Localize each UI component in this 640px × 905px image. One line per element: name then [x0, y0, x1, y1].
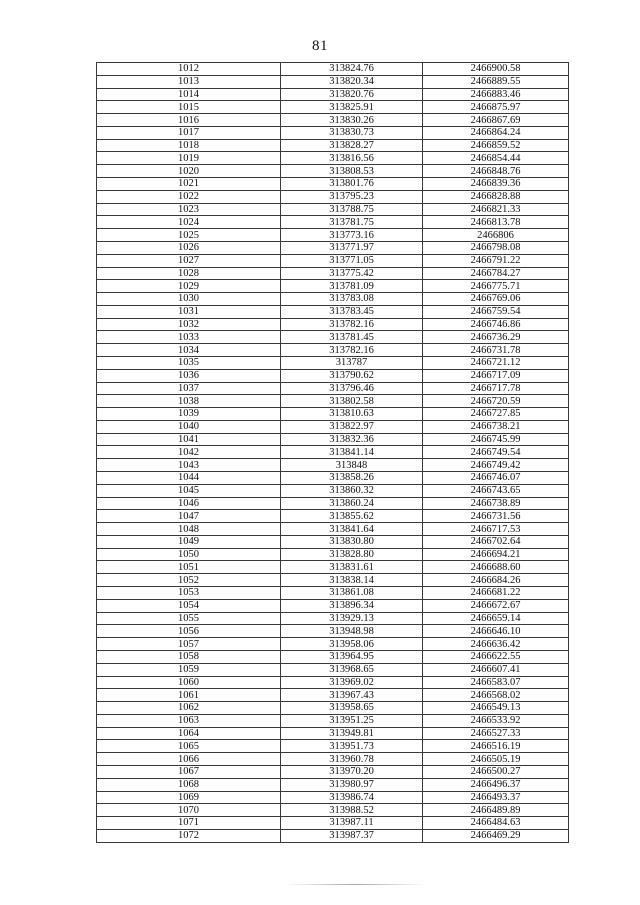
table-row: [97, 510, 569, 523]
point-number-cell: 1022: [97, 190, 281, 203]
table-row: [97, 114, 569, 127]
point-number-cell: 1015: [97, 101, 281, 114]
x-coordinate-cell: 313960.78: [281, 753, 423, 766]
table-row: [97, 190, 569, 203]
table-row: [97, 305, 569, 318]
point-number-cell: 1072: [97, 829, 281, 842]
table-row: [97, 650, 569, 663]
x-coordinate-cell: 313816.56: [281, 152, 423, 165]
table-row: [97, 293, 569, 306]
point-number-cell: 1055: [97, 612, 281, 625]
table-row: [97, 765, 569, 778]
point-number-cell: 1030: [97, 293, 281, 306]
point-number-cell: 1038: [97, 395, 281, 408]
point-number-cell: 1042: [97, 446, 281, 459]
x-coordinate-cell: 313967.43: [281, 689, 423, 702]
table-row: [97, 280, 569, 293]
table-row: [97, 804, 569, 817]
table-row: [97, 548, 569, 561]
x-coordinate-cell: 313790.62: [281, 369, 423, 382]
x-coordinate-cell: 313855.62: [281, 510, 423, 523]
table-row: [97, 216, 569, 229]
point-number-cell: 1037: [97, 382, 281, 395]
x-coordinate-cell: 313949.81: [281, 727, 423, 740]
point-number-cell: 1054: [97, 599, 281, 612]
table-row: [97, 459, 569, 472]
point-number-cell: 1070: [97, 804, 281, 817]
table-row: [97, 497, 569, 510]
x-coordinate-cell: 313841.64: [281, 523, 423, 536]
y-coordinate-cell: 2466738.89: [423, 497, 569, 510]
point-number-cell: 1013: [97, 75, 281, 88]
point-number-cell: 1029: [97, 280, 281, 293]
y-coordinate-cell: 2466864.24: [423, 126, 569, 139]
x-coordinate-cell: 313783.45: [281, 305, 423, 318]
y-coordinate-cell: 2466681.22: [423, 587, 569, 600]
table-row: [97, 753, 569, 766]
table-row: [97, 523, 569, 536]
y-coordinate-cell: 2466607.41: [423, 663, 569, 676]
table-row: [97, 165, 569, 178]
y-coordinate-cell: 2466484.63: [423, 817, 569, 830]
x-coordinate-cell: 313958.65: [281, 702, 423, 715]
x-coordinate-cell: 313825.91: [281, 101, 423, 114]
x-coordinate-cell: 313951.25: [281, 714, 423, 727]
table-row: [97, 484, 569, 497]
y-coordinate-cell: 2466684.26: [423, 574, 569, 587]
x-coordinate-cell: 313773.16: [281, 229, 423, 242]
table-row: [97, 433, 569, 446]
y-coordinate-cell: 2466672.67: [423, 599, 569, 612]
point-number-cell: 1053: [97, 587, 281, 600]
point-number-cell: 1035: [97, 356, 281, 369]
y-coordinate-cell: 2466646.10: [423, 625, 569, 638]
point-number-cell: 1064: [97, 727, 281, 740]
y-coordinate-cell: 2466839.36: [423, 178, 569, 191]
y-coordinate-cell: 2466549.13: [423, 702, 569, 715]
y-coordinate-cell: 2466496.37: [423, 778, 569, 791]
y-coordinate-cell: 2466749.42: [423, 459, 569, 472]
x-coordinate-cell: 313948.98: [281, 625, 423, 638]
x-coordinate-cell: 313860.32: [281, 484, 423, 497]
x-coordinate-cell: 313958.06: [281, 638, 423, 651]
y-coordinate-cell: 2466883.46: [423, 88, 569, 101]
table-row: [97, 382, 569, 395]
table-row: [97, 740, 569, 753]
table-row: [97, 88, 569, 101]
y-coordinate-cell: 2466813.78: [423, 216, 569, 229]
y-coordinate-cell: 2466702.64: [423, 535, 569, 548]
table-row: [97, 420, 569, 433]
x-coordinate-cell: 313801.76: [281, 178, 423, 191]
x-coordinate-cell: 313808.53: [281, 165, 423, 178]
table-row: [97, 702, 569, 715]
table-row: [97, 318, 569, 331]
x-coordinate-cell: 313988.52: [281, 804, 423, 817]
table-row: [97, 612, 569, 625]
y-coordinate-cell: 2466746.86: [423, 318, 569, 331]
x-coordinate-cell: 313832.36: [281, 433, 423, 446]
table-row: [97, 344, 569, 357]
y-coordinate-cell: 2466500.27: [423, 765, 569, 778]
point-number-cell: 1045: [97, 484, 281, 497]
point-number-cell: 1050: [97, 548, 281, 561]
point-number-cell: 1036: [97, 369, 281, 382]
x-coordinate-cell: 313830.73: [281, 126, 423, 139]
y-coordinate-cell: 2466769.06: [423, 293, 569, 306]
y-coordinate-cell: 2466636.42: [423, 638, 569, 651]
point-number-cell: 1071: [97, 817, 281, 830]
y-coordinate-cell: 2466694.21: [423, 548, 569, 561]
point-number-cell: 1065: [97, 740, 281, 753]
x-coordinate-cell: 313775.42: [281, 267, 423, 280]
y-coordinate-cell: 2466731.56: [423, 510, 569, 523]
y-coordinate-cell: 2466759.54: [423, 305, 569, 318]
y-coordinate-cell: 2466848.76: [423, 165, 569, 178]
table-row: [97, 101, 569, 114]
x-coordinate-cell: 313781.45: [281, 331, 423, 344]
table-row: [97, 178, 569, 191]
x-coordinate-cell: 313841.14: [281, 446, 423, 459]
point-number-cell: 1018: [97, 139, 281, 152]
table-row: [97, 126, 569, 139]
x-coordinate-cell: 313828.27: [281, 139, 423, 152]
point-number-cell: 1059: [97, 663, 281, 676]
x-coordinate-cell: 313781.09: [281, 280, 423, 293]
table-row: [97, 63, 569, 76]
table-row: [97, 446, 569, 459]
y-coordinate-cell: 2466828.88: [423, 190, 569, 203]
y-coordinate-cell: 2466867.69: [423, 114, 569, 127]
y-coordinate-cell: 2466900.58: [423, 63, 569, 76]
x-coordinate-cell: 313969.02: [281, 676, 423, 689]
point-number-cell: 1061: [97, 689, 281, 702]
x-coordinate-cell: 313771.97: [281, 241, 423, 254]
x-coordinate-cell: 313964.95: [281, 650, 423, 663]
x-coordinate-cell: 313824.76: [281, 63, 423, 76]
table-row: [97, 395, 569, 408]
point-number-cell: 1016: [97, 114, 281, 127]
point-number-cell: 1028: [97, 267, 281, 280]
point-number-cell: 1034: [97, 344, 281, 357]
y-coordinate-cell: 2466784.27: [423, 267, 569, 280]
point-number-cell: 1019: [97, 152, 281, 165]
point-number-cell: 1040: [97, 420, 281, 433]
table-row: [97, 331, 569, 344]
y-coordinate-cell: 2466533.92: [423, 714, 569, 727]
y-coordinate-cell: 2466720.59: [423, 395, 569, 408]
point-number-cell: 1069: [97, 791, 281, 804]
x-coordinate-cell: 313986.74: [281, 791, 423, 804]
y-coordinate-cell: 2466505.19: [423, 753, 569, 766]
table-row: [97, 638, 569, 651]
table-row: [97, 254, 569, 267]
x-coordinate-cell: 313860.24: [281, 497, 423, 510]
point-number-cell: 1033: [97, 331, 281, 344]
x-coordinate-cell: 313820.34: [281, 75, 423, 88]
point-number-cell: 1068: [97, 778, 281, 791]
x-coordinate-cell: 313810.63: [281, 408, 423, 421]
y-coordinate-cell: 2466659.14: [423, 612, 569, 625]
point-number-cell: 1039: [97, 408, 281, 421]
point-number-cell: 1020: [97, 165, 281, 178]
x-coordinate-cell: 313838.14: [281, 574, 423, 587]
table-row: [97, 689, 569, 702]
table-row: [97, 778, 569, 791]
table-row: [97, 535, 569, 548]
point-number-cell: 1060: [97, 676, 281, 689]
y-coordinate-cell: 2466854.44: [423, 152, 569, 165]
x-coordinate-cell: 313781.75: [281, 216, 423, 229]
y-coordinate-cell: 2466717.09: [423, 369, 569, 382]
point-number-cell: 1041: [97, 433, 281, 446]
table-row: [97, 587, 569, 600]
x-coordinate-cell: 313787: [281, 356, 423, 369]
point-number-cell: 1021: [97, 178, 281, 191]
table-row: [97, 139, 569, 152]
point-number-cell: 1063: [97, 714, 281, 727]
x-coordinate-cell: 313782.16: [281, 344, 423, 357]
point-number-cell: 1012: [97, 63, 281, 76]
y-coordinate-cell: 2466688.60: [423, 561, 569, 574]
x-coordinate-cell: 313980.97: [281, 778, 423, 791]
point-number-cell: 1049: [97, 535, 281, 548]
x-coordinate-cell: 313822.97: [281, 420, 423, 433]
table-row: [97, 663, 569, 676]
y-coordinate-cell: 2466527.33: [423, 727, 569, 740]
y-coordinate-cell: 2466516.19: [423, 740, 569, 753]
table-row: [97, 75, 569, 88]
point-number-cell: 1024: [97, 216, 281, 229]
y-coordinate-cell: 2466568.02: [423, 689, 569, 702]
x-coordinate-cell: 313831.61: [281, 561, 423, 574]
y-coordinate-cell: 2466859.52: [423, 139, 569, 152]
table-row: [97, 817, 569, 830]
point-number-cell: 1014: [97, 88, 281, 101]
point-number-cell: 1027: [97, 254, 281, 267]
x-coordinate-cell: 313796.46: [281, 382, 423, 395]
y-coordinate-cell: 2466821.33: [423, 203, 569, 216]
page-number: 81: [312, 38, 328, 54]
point-number-cell: 1017: [97, 126, 281, 139]
table-row: [97, 152, 569, 165]
table-row: [97, 267, 569, 280]
x-coordinate-cell: 313896.34: [281, 599, 423, 612]
point-number-cell: 1056: [97, 625, 281, 638]
table-row: [97, 241, 569, 254]
point-number-cell: 1057: [97, 638, 281, 651]
point-number-cell: 1062: [97, 702, 281, 715]
table-row: [97, 599, 569, 612]
y-coordinate-cell: 2466791.22: [423, 254, 569, 267]
point-number-cell: 1043: [97, 459, 281, 472]
table-row: [97, 676, 569, 689]
x-coordinate-cell: 313970.20: [281, 765, 423, 778]
y-coordinate-cell: 2466889.55: [423, 75, 569, 88]
point-number-cell: 1066: [97, 753, 281, 766]
y-coordinate-cell: 2466493.37: [423, 791, 569, 804]
y-coordinate-cell: 2466743.65: [423, 484, 569, 497]
point-number-cell: 1067: [97, 765, 281, 778]
x-coordinate-cell: 313771.05: [281, 254, 423, 267]
y-coordinate-cell: 2466798.08: [423, 241, 569, 254]
scan-artifact-line: [285, 884, 425, 885]
point-number-cell: 1058: [97, 650, 281, 663]
x-coordinate-cell: 313968.65: [281, 663, 423, 676]
table-row: [97, 203, 569, 216]
coordinates-table: [96, 62, 569, 843]
table-row: [97, 229, 569, 242]
y-coordinate-cell: 2466875.97: [423, 101, 569, 114]
table-row: [97, 625, 569, 638]
x-coordinate-cell: 313782.16: [281, 318, 423, 331]
coordinates-table-body: [97, 63, 569, 843]
y-coordinate-cell: 2466746.07: [423, 472, 569, 485]
x-coordinate-cell: 313783.08: [281, 293, 423, 306]
table-row: [97, 791, 569, 804]
x-coordinate-cell: 313788.75: [281, 203, 423, 216]
table-row: [97, 574, 569, 587]
x-coordinate-cell: 313830.80: [281, 535, 423, 548]
y-coordinate-cell: 2466738.21: [423, 420, 569, 433]
table-row: [97, 356, 569, 369]
point-number-cell: 1046: [97, 497, 281, 510]
y-coordinate-cell: 2466721.12: [423, 356, 569, 369]
table-row: [97, 369, 569, 382]
y-coordinate-cell: 2466745.99: [423, 433, 569, 446]
x-coordinate-cell: 313828.80: [281, 548, 423, 561]
x-coordinate-cell: 313987.11: [281, 817, 423, 830]
point-number-cell: 1048: [97, 523, 281, 536]
y-coordinate-cell: 2466717.53: [423, 523, 569, 536]
point-number-cell: 1025: [97, 229, 281, 242]
point-number-cell: 1023: [97, 203, 281, 216]
y-coordinate-cell: 2466489.89: [423, 804, 569, 817]
y-coordinate-cell: 2466736.29: [423, 331, 569, 344]
y-coordinate-cell: 2466749.54: [423, 446, 569, 459]
point-number-cell: 1047: [97, 510, 281, 523]
x-coordinate-cell: 313830.26: [281, 114, 423, 127]
table-row: [97, 408, 569, 421]
x-coordinate-cell: 313820.76: [281, 88, 423, 101]
x-coordinate-cell: 313795.23: [281, 190, 423, 203]
x-coordinate-cell: 313848: [281, 459, 423, 472]
y-coordinate-cell: 2466622.55: [423, 650, 569, 663]
point-number-cell: 1044: [97, 472, 281, 485]
x-coordinate-cell: 313951.73: [281, 740, 423, 753]
point-number-cell: 1031: [97, 305, 281, 318]
table-row: [97, 472, 569, 485]
y-coordinate-cell: 2466583.07: [423, 676, 569, 689]
point-number-cell: 1032: [97, 318, 281, 331]
x-coordinate-cell: 313802.58: [281, 395, 423, 408]
y-coordinate-cell: 2466806: [423, 229, 569, 242]
point-number-cell: 1051: [97, 561, 281, 574]
table-row: [97, 727, 569, 740]
x-coordinate-cell: 313861.08: [281, 587, 423, 600]
x-coordinate-cell: 313858.26: [281, 472, 423, 485]
y-coordinate-cell: 2466717.78: [423, 382, 569, 395]
y-coordinate-cell: 2466469.29: [423, 829, 569, 842]
table-row: [97, 829, 569, 842]
x-coordinate-cell: 313987.37: [281, 829, 423, 842]
y-coordinate-cell: 2466727.85: [423, 408, 569, 421]
point-number-cell: 1026: [97, 241, 281, 254]
y-coordinate-cell: 2466731.78: [423, 344, 569, 357]
table-row: [97, 561, 569, 574]
table-row: [97, 714, 569, 727]
point-number-cell: 1052: [97, 574, 281, 587]
x-coordinate-cell: 313929.13: [281, 612, 423, 625]
y-coordinate-cell: 2466775.71: [423, 280, 569, 293]
